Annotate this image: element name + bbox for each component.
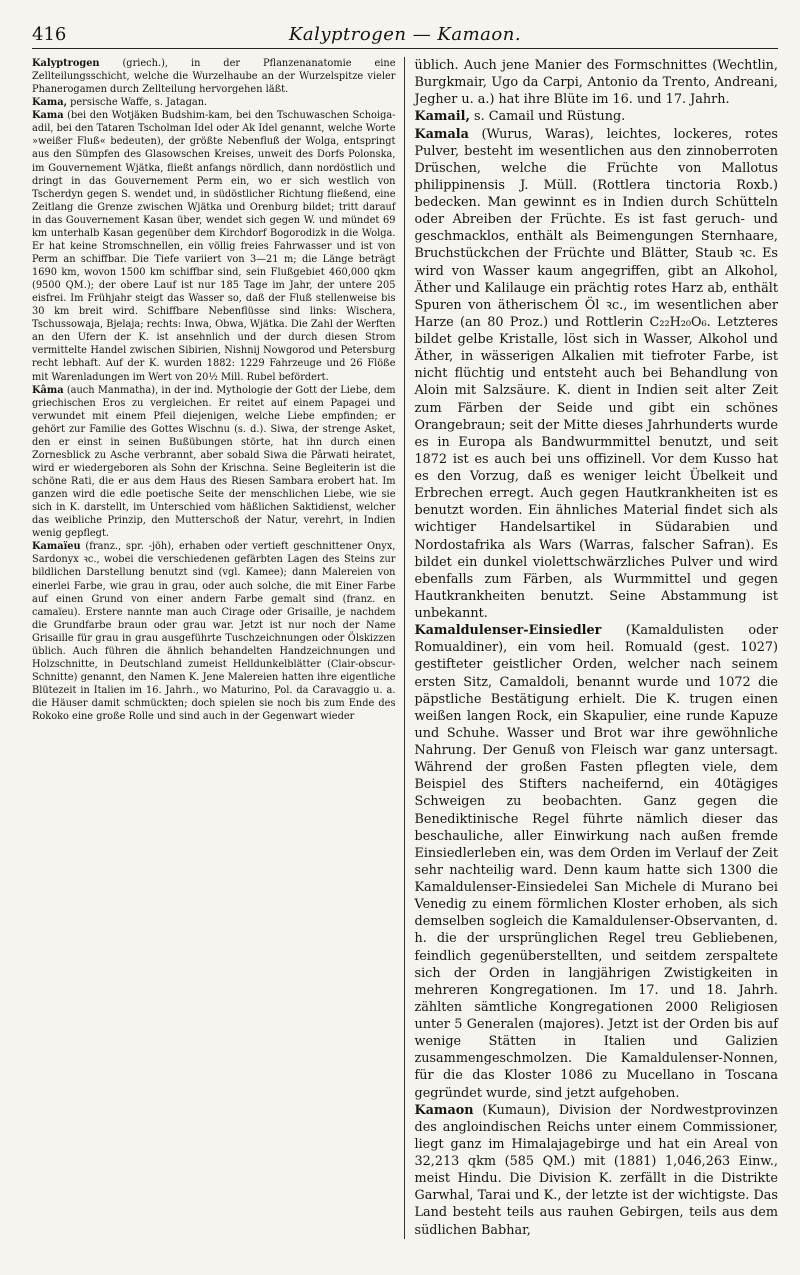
entry: [32, 384, 396, 541]
running-head: Kalyptrogen — Kamaon.: [288, 24, 522, 45]
entry: [415, 108, 779, 125]
entry: [32, 57, 396, 96]
entry-text: persische Waffe, s. Jatagan.: [67, 97, 208, 109]
left-column: [32, 57, 404, 1239]
column-divider: [404, 57, 405, 1239]
entry: [32, 109, 396, 383]
headword: Kalyptrogen: [32, 58, 100, 69]
entry-text: (griech.), in der Pflanzenanatomie eine Zellteilungsschicht, welche die Wurzelhaube an der Wurzelspitze vieler Phanerogamen durch Zellteilung hervorgehen läßt.: [32, 58, 396, 96]
headword: Kama: [32, 110, 64, 122]
entry-text: (franz., spr. -jöh), erhaben oder vertieft geschnittener Onyx, Sardonyx ꝛc., wobei die verschiedenen gefärbten Lagen des Steins zur bildlichen Darstellung benutzt sind (vgl. Kamee); dann Malereien von einerlei Farbe, wie grau in grau, oder auch solche, die mit Einer Farbe auf einen Grund von einer andern Farbe gemalt sind (franz. en camaïeu). Erstere nannte man auch Cirage oder Grisaille, je nachdem die Grundfarbe braun oder grau war. Jetzt ist nur noch der Name Grisaille für grau in grau ausgeführte Tuschzeichnungen oder Ölskizzen üblich. Auch führen die ähnlich behandelten Handzeichnungen und Holzschnitte, in Deutschland zumeist Helldunkelblätter (Clair-obscur-Schnitte) genannt, den Namen K. Jene Malereien hatten ihre eigentliche Blütezeit in Italien im 16. Jahrh., wo Maturino, Pol. da Caravaggio u. a. die Häuser damit schmückten; doch spielen sie noch bis zum Ende des Rokoko eine große Rolle und sind auch in der Gegenwart wieder: [32, 541, 396, 723]
headword: Kamail,: [414, 109, 470, 125]
right-column: [413, 57, 779, 1239]
entry-text: (Kamaldulisten oder Romualdiner), ein vom heil. Romuald (gest. 1027) gestifteter geistlicher Orden, welcher nach seinem ersten Sitz, Camaldoli, benannt wurde und 1072 die päpstliche Bestätigung erhielt. Die K. trugen einen weißen langen Rock, ein Skapulier, eine runde Kapuze und Schuhe. Wasser und Brot war ihre gewöhnliche Nahrung. Der Genuß von Fleisch war ganz untersagt. Während der großen Fasten pflegten viele, dem Beispiel des Stifters nacheifernd, ein 40tägiges Schweigen zu beobachten. Ganz gegen die Benediktinische Regel führte nämlich dieser das beschauliche, aller Einwirkung nach außen fremde Einsiedlerleben ein, was dem Orden im Verlauf der Zeit sehr nachteilig ward. Denn kaum hatte sich 1300 die Kamaldulenser-Einsiedelei San Michele di Murano bei Venedig zu einem förmlichen Kloster erhoben, als sich demselben sogleich die Kamaldulenser-Observanten, d. h. die der ursprünglichen Regel treu Gebliebenen, feindlich gegenüberstellten, und seitdem zerspaltete sich der Orden in langjährigen Zwistigkeiten in mehreren Kongregationen. Im 17. und 18. Jahrh. zählten sämtliche Kongregationen 2000 Religiosen unter 5 Generalen (majores). Jetzt ist der Orden bis auf wenige Stätten in Italien und Galizien zusammengeschmolzen. Die Kamaldulenser-Nonnen, für die das Kloster 1086 zu Mucellano in Toscana gegründet wurde, sind jetzt aufgehoben.: [414, 623, 778, 1101]
entry-text: (bei den Wotjäken Budshim-kam, bei den Tschuwaschen Schoiga-adil, bei den Tataren Tscholman Idel oder Ak Idel genannt, welche Worte »weißer Fluß« bedeuten), der größte Nebenfluß der Wolga, entspringt aus den Sümpfen des Glasowschen Kreises, unweit des Dorfs Polonska, im Gouvernement Wjätka, fließt anfangs nördlich, dann nordöstlich und dringt in das Gouvernement Perm ein, wo er sich westlich von Tscherdyn gegen S. wendet und, in südöstlicher Richtung fließend, eine Zeitlang die Grenze zwischen Wjätka und Orenburg bildet; tritt darauf in das Gouvernement Kasan über, wendet sich gegen W. und mündet 69 km unterhalb Kasan gegenüber dem Kirchdorf Bogorodizk in die Wolga. Er hat keine Stromschnellen, ein völlig freies Fahrwasser und ist von Perm an schiffbar. Die Tiefe variiert von 3—21 m; die Länge beträgt 1690 km, wovon 1500 km schiffbar sind, sein Flußgebiet 460,000 qkm (9500 QM.); der obere Lauf ist nur 185 Tage im Jahr, der untere 205 eisfrei. Im Frühjahr steigt das Wasser so, daß der Fluß stellenweise bis 30 km breit wird. Schiffbare Nebenflüsse sind links: Wischera, Tschussowaja, Bjelaja; rechts: Inwa, Obwa, Wjätka. Die Zahl der Werften an den Ufern der K. ist ansehnlich und der durch diesen Strom vermittelte Handel zwischen Sibirien, Nishnij Nowgorod und Petersburg recht lebhaft. Auf der K. wurden 1882: 1229 Fahrzeuge und 26 Flöße mit Warenladungen im Wert von 20½ Mill. Rubel befördert.: [32, 110, 396, 383]
entry-text: (Kumaun), Division der Nordwestprovinzen des angloindischen Reichs unter einem Commissioner, liegt ganz im Himalajagebirge und hat ein Areal von 32,213 qkm (585 QM.) mit (1881) 1,046,263 Einw., meist Hindu. Die Division K. zerfällt in die Distrikte Garwhal, Tarai und K., der letzte ist der wichtigste. Das Land besteht teils aus rauhen Gebirgen, teils aus dem südlichen Babhar,: [414, 1102, 778, 1238]
headword: Kamala: [414, 126, 469, 142]
entry-text: üblich. Auch jene Manier des Formschnittes (Wechtlin, Burgkmair, Ugo da Carpi, Antonio da Trento, Andreani, Jegher u. a.) hat ihre Blüte im 16. und 17. Jahrh.: [414, 58, 778, 108]
page-number: 416: [32, 24, 67, 45]
entry: [415, 1102, 779, 1239]
entry: [32, 96, 396, 109]
headword: Kâma: [32, 384, 64, 396]
page-header: [32, 18, 778, 49]
entry: [415, 622, 779, 1102]
headword: Kamaon: [414, 1102, 474, 1118]
headword: Kama,: [32, 97, 67, 109]
entry-text: (Wurus, Waras), leichtes, lockeres, rotes Pulver, besteht im wesentlichen aus den zinnoberroten Drüschen, welche die Früchte von Mallotus philippinensis J. Müll. (Rottlera tinctoria Roxb.) bedecken. Man gewinnt es in Indien durch Schütteln oder Abreiben der Früchte. Es ist fast geruch- und geschmacklos, enthält als Beimengungen Sternhaare, Bruchstückchen der Früchte und Blätter, Staub ꝛc. Es wird von Wasser kaum angegriffen, gibt an Alkohol, Äther und Kalilauge ein prächtig rotes Harz ab, enthält Spuren von ätherischem Öl ꝛc., im wesentlichen aber Harze (an 80 Proz.) und Rottlerin C₂₂H₂₀O₆. Letzteres bildet gelbe Kristalle, löst sich in Wasser, Alkohol und Äther, in wässerigen Alkalien mit tiefroter Farbe, ist nicht flüchtig und entsteht auch bei Behandlung von Aloin mit Salzsäure. K. dient in Indien seit alter Zeit zum Färben der Seide und gibt ein schönes Orangebraun; seit der Mitte dieses Jahrhunderts wurde es in Europa als Bandwurmmittel benutzt, und seit 1872 ist es auch bei uns offizinell. Vor dem Kusso hat es den Vorzug, daß es weniger leicht Übelkeit und Erbrechen erregt. Auch gegen Hautkrankheiten ist es benutzt worden. Ein ähnliches Material findet sich als wichtiger Handelsartikel in Südarabien und Nordostafrika als Wars (Warras, falscher Safran). Es bildet ein dunkel violettschwärzliches Pulver und wird ebenfalls zum Färben, als Wurmmittel und gegen Hautkrankheiten benutzt. Seine Abstammung ist unbekannt.: [414, 126, 778, 621]
entry-continuation: [415, 57, 779, 108]
entry-text: s. Camail und Rüstung.: [469, 109, 626, 125]
headword: Kamaldulenser-Einsiedler: [414, 623, 602, 639]
entry-text: (auch Manmatha), in der ind. Mythologie der Gott der Liebe, dem griechischen Eros zu vergleichen. Er reitet auf einem Papagei und verwundet mit einem Pfeil diejenigen, welche Liebe empfinden; er gehört zur Familie des Gottes Wischnu (s. d.). Siwa, der strenge Asket, den er einst in seinen Bußübungen störte, hat ihn durch einen Zornesblick zu Asche verbrannt, aber sobald Siwa die Pârwati heiratet, wird er wiedergeboren als Sohn der Krischna. Seine Begleiterin ist die schöne Rati, die er aus dem Haus des Riesen Sambara erobert hat. Im ganzen wird die edle poetische Seite der menschlichen Liebe, wie sie sich in K. darstellt, im Unterschied vom häßlichen Saktidienst, welcher das weibliche Prinzip, den Mutterschoß der Natur, verehrt, in Indien wenig gepflegt.: [32, 384, 396, 540]
headword: Kamaïeu: [32, 541, 81, 553]
entry: [32, 540, 396, 723]
two-column-body: [32, 57, 778, 1239]
entry: [415, 126, 779, 623]
